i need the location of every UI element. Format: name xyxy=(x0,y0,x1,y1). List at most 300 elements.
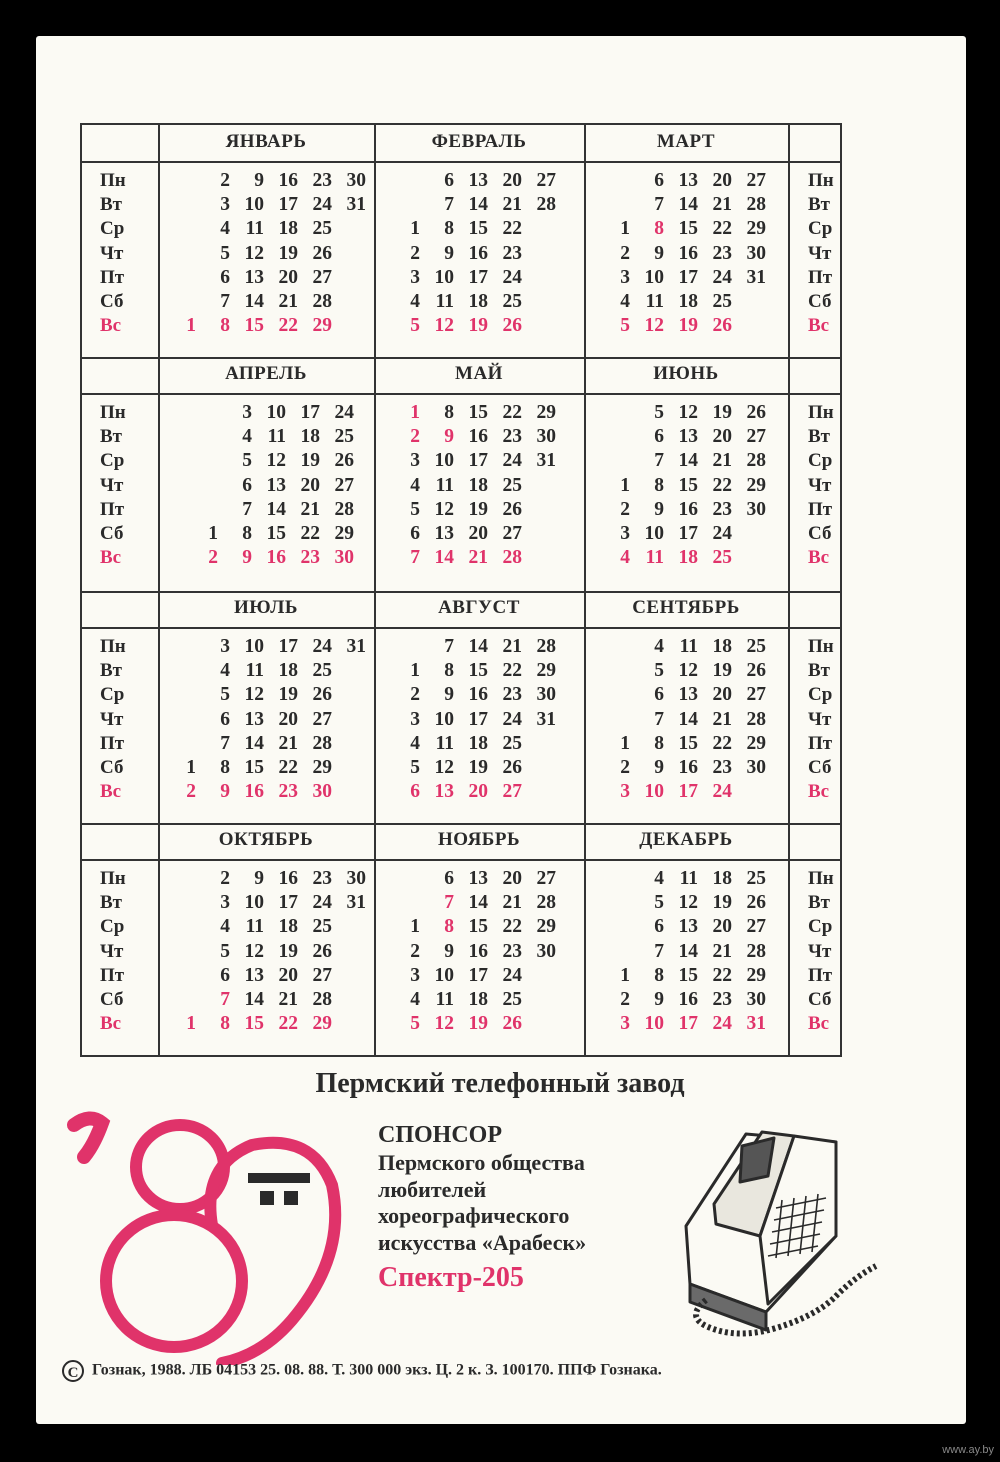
weekday-label: Вс xyxy=(808,547,830,569)
day-number: 19 xyxy=(278,242,298,264)
grid-line xyxy=(82,859,840,861)
day-number: 18 xyxy=(468,474,488,496)
day-number: 26 xyxy=(334,450,354,472)
day-number: 13 xyxy=(244,964,264,986)
day-number: 14 xyxy=(678,450,698,472)
weekday-label: Пт xyxy=(100,732,125,754)
day-number: 23 xyxy=(502,242,522,264)
day-number: 7 xyxy=(444,194,454,216)
day-number: 28 xyxy=(312,291,332,312)
day-number: 8 xyxy=(654,964,664,986)
day-number: 22 xyxy=(502,916,522,938)
day-number: 28 xyxy=(536,892,556,914)
day-number: 7 xyxy=(220,989,230,1010)
day-number: 13 xyxy=(678,426,698,448)
weekday-label: Вс xyxy=(808,781,830,803)
day-number: 23 xyxy=(502,940,522,962)
day-number: 5 xyxy=(654,402,664,423)
day-number: 8 xyxy=(444,218,454,240)
day-number: 3 xyxy=(220,892,230,914)
day-number: 11 xyxy=(245,218,264,240)
day-number: 2 xyxy=(410,242,420,264)
month-name: АВГУСТ xyxy=(438,597,520,618)
day-number: 26 xyxy=(312,684,332,706)
day-number: 28 xyxy=(746,940,766,962)
day-number: 31 xyxy=(746,266,766,288)
day-number: 4 xyxy=(620,291,630,312)
day-number: 15 xyxy=(244,757,264,778)
day-number: 9 xyxy=(444,940,454,962)
day-number: 31 xyxy=(346,892,366,914)
day-number: 9 xyxy=(242,547,252,569)
month-name: ИЮНЬ xyxy=(653,363,719,384)
day-number: 16 xyxy=(244,781,264,803)
day-number: 7 xyxy=(654,450,664,472)
weekday-label: Чт xyxy=(808,708,832,730)
day-number: 18 xyxy=(712,868,732,889)
day-number: 19 xyxy=(300,450,320,472)
day-number: 17 xyxy=(678,1013,698,1035)
day-number: 17 xyxy=(468,964,488,986)
day-number: 5 xyxy=(410,498,420,520)
day-number: 25 xyxy=(712,547,732,569)
day-number: 26 xyxy=(502,1013,522,1035)
day-number: 19 xyxy=(468,1013,488,1035)
day-number: 3 xyxy=(410,266,420,288)
day-number: 15 xyxy=(468,402,488,423)
day-number: 7 xyxy=(654,194,664,216)
day-number: 28 xyxy=(746,194,766,216)
day-number: 14 xyxy=(678,194,698,216)
day-number: 12 xyxy=(266,450,286,472)
day-number: 25 xyxy=(502,474,522,496)
day-number: 22 xyxy=(712,964,732,986)
day-number: 17 xyxy=(468,708,488,730)
day-number: 2 xyxy=(186,781,196,803)
day-number: 20 xyxy=(712,426,732,448)
day-number: 20 xyxy=(502,170,522,191)
weekday-label: Пт xyxy=(808,964,833,986)
day-number: 17 xyxy=(678,523,698,544)
day-number: 7 xyxy=(220,732,230,754)
day-number: 10 xyxy=(244,892,264,914)
weekday-label: Вс xyxy=(100,781,122,803)
day-number: 19 xyxy=(712,660,732,682)
day-number: 30 xyxy=(346,170,366,191)
weekday-label: Пт xyxy=(808,266,833,288)
day-number: 22 xyxy=(278,1013,298,1035)
day-number: 14 xyxy=(678,708,698,730)
day-number: 15 xyxy=(244,1013,264,1035)
day-number: 24 xyxy=(712,781,732,803)
day-number: 3 xyxy=(410,708,420,730)
print-info xyxy=(62,1360,662,1382)
day-number: 26 xyxy=(746,402,766,423)
day-number: 23 xyxy=(712,242,732,264)
day-number: 30 xyxy=(746,757,766,778)
day-number: 21 xyxy=(712,708,732,730)
weekday-label: Вс xyxy=(100,1013,122,1035)
day-number: 2 xyxy=(410,940,420,962)
weekday-label: Сб xyxy=(100,988,124,1010)
day-number: 13 xyxy=(434,523,454,544)
sponsor-line: искусства «Арабеск» xyxy=(378,1229,587,1255)
month-name: МАРТ xyxy=(656,131,716,152)
month-name: МАЙ xyxy=(455,363,503,384)
day-number: 27 xyxy=(502,781,522,803)
day-number: 31 xyxy=(346,194,366,216)
day-number: 27 xyxy=(746,916,766,938)
day-number: 19 xyxy=(278,940,298,962)
day-number: 11 xyxy=(679,636,698,657)
day-number: 18 xyxy=(300,426,320,448)
day-number: 11 xyxy=(645,547,664,569)
day-number: 16 xyxy=(678,242,698,264)
day-number: 3 xyxy=(620,781,630,803)
day-number: 22 xyxy=(278,315,298,337)
day-number: 24 xyxy=(312,636,332,657)
weekday-label: Сб xyxy=(808,290,832,312)
day-number: 29 xyxy=(746,218,766,240)
day-number: 27 xyxy=(334,474,354,496)
weekday-label: Сб xyxy=(808,988,832,1010)
day-number: 3 xyxy=(410,450,420,472)
weekday-label: Чт xyxy=(100,242,124,264)
day-number: 16 xyxy=(278,170,298,191)
weekday-label: Пн xyxy=(808,402,834,423)
day-number: 20 xyxy=(712,684,732,706)
weekday-label: Пн xyxy=(100,868,126,889)
day-number: 6 xyxy=(220,708,230,730)
day-number: 13 xyxy=(678,916,698,938)
day-number: 12 xyxy=(244,684,264,706)
day-number: 14 xyxy=(468,194,488,216)
day-number: 10 xyxy=(644,523,664,544)
day-number: 19 xyxy=(278,684,298,706)
day-number: 14 xyxy=(266,498,286,520)
grid-line xyxy=(584,125,586,1055)
day-number: 21 xyxy=(502,194,522,216)
day-number: 29 xyxy=(746,474,766,496)
day-number: 5 xyxy=(410,315,420,337)
day-number: 16 xyxy=(678,757,698,778)
weekday-label: Пн xyxy=(100,170,126,191)
day-number: 12 xyxy=(244,940,264,962)
weekday-label: Вт xyxy=(808,892,831,914)
day-number: 30 xyxy=(746,242,766,264)
day-number: 1 xyxy=(186,1013,196,1035)
day-number: 21 xyxy=(468,547,488,569)
day-number: 6 xyxy=(410,523,420,544)
day-number: 27 xyxy=(746,426,766,448)
weekday-label: Пн xyxy=(100,636,126,657)
day-number: 9 xyxy=(444,242,454,264)
phone-model: Спектр-205 xyxy=(378,1262,524,1293)
weekday-label: Ср xyxy=(808,218,833,240)
day-number: 2 xyxy=(620,757,630,778)
day-number: 7 xyxy=(242,498,252,520)
day-number: 25 xyxy=(502,989,522,1010)
day-number: 23 xyxy=(712,498,732,520)
day-number: 6 xyxy=(242,474,252,496)
factory-title: Пермский телефонный завод xyxy=(315,1068,685,1099)
day-number: 21 xyxy=(278,291,298,312)
grid-line xyxy=(788,125,790,1055)
day-number: 12 xyxy=(434,1013,454,1035)
day-number: 6 xyxy=(654,426,664,448)
day-number: 20 xyxy=(278,964,298,986)
day-number: 27 xyxy=(536,170,556,191)
day-number: 17 xyxy=(678,781,698,803)
weekday-column-left xyxy=(100,169,126,338)
day-number: 9 xyxy=(220,781,230,803)
day-number: 27 xyxy=(746,684,766,706)
day-number: 25 xyxy=(746,868,766,889)
day-number: 4 xyxy=(410,291,420,312)
day-number: 11 xyxy=(245,916,264,938)
day-number: 2 xyxy=(620,498,630,520)
weekday-label: Пт xyxy=(100,266,125,288)
day-number: 18 xyxy=(468,732,488,754)
weekday-label: Ср xyxy=(100,916,125,938)
day-number: 18 xyxy=(278,916,298,938)
day-number: 20 xyxy=(278,266,298,288)
weekday-label: Вт xyxy=(808,660,831,682)
day-number: 28 xyxy=(746,450,766,472)
year-89-logo xyxy=(62,1105,362,1365)
weekday-label: Пн xyxy=(100,402,126,423)
day-number: 7 xyxy=(654,940,664,962)
day-number: 13 xyxy=(468,170,488,191)
day-number: 22 xyxy=(502,402,522,423)
day-number: 30 xyxy=(536,940,556,962)
day-number: 22 xyxy=(502,660,522,682)
weekday-label: Ср xyxy=(100,450,125,472)
day-number: 18 xyxy=(678,291,698,312)
grid-line xyxy=(374,125,376,1055)
day-number: 23 xyxy=(502,684,522,706)
day-number: 14 xyxy=(434,547,454,569)
day-number: 25 xyxy=(502,732,522,754)
day-number: 29 xyxy=(746,964,766,986)
weekday-label: Чт xyxy=(808,940,832,962)
day-number: 31 xyxy=(746,1013,766,1035)
day-number: 28 xyxy=(502,547,522,569)
day-number: 15 xyxy=(244,315,264,337)
day-number: 18 xyxy=(278,660,298,682)
day-number: 11 xyxy=(679,868,698,889)
day-number: 11 xyxy=(267,426,286,448)
day-number: 26 xyxy=(712,315,732,337)
day-number: 19 xyxy=(468,498,488,520)
day-number: 11 xyxy=(435,291,454,312)
weekday-label: Чт xyxy=(100,940,124,962)
day-number: 7 xyxy=(444,636,454,657)
day-number: 24 xyxy=(312,892,332,914)
day-number: 10 xyxy=(644,266,664,288)
day-number: 22 xyxy=(712,218,732,240)
day-number: 14 xyxy=(244,732,264,754)
day-number: 19 xyxy=(678,315,698,337)
day-number: 8 xyxy=(654,474,664,496)
day-number: 21 xyxy=(278,732,298,754)
day-number: 16 xyxy=(468,426,488,448)
day-number: 11 xyxy=(435,732,454,754)
day-number: 11 xyxy=(435,474,454,496)
day-number: 20 xyxy=(712,916,732,938)
day-number: 2 xyxy=(620,989,630,1010)
weekday-label: Пн xyxy=(808,868,834,889)
day-number: 4 xyxy=(654,636,664,657)
day-number: 16 xyxy=(678,989,698,1010)
month-name: ИЮЛЬ xyxy=(234,597,298,618)
day-number: 29 xyxy=(746,732,766,754)
day-number: 17 xyxy=(278,194,298,216)
weekday-label: Пн xyxy=(808,636,834,657)
day-number: 31 xyxy=(536,708,556,730)
day-number: 20 xyxy=(468,781,488,803)
day-number: 3 xyxy=(220,194,230,216)
day-number: 3 xyxy=(620,1013,630,1035)
day-number: 19 xyxy=(712,402,732,423)
day-number: 20 xyxy=(712,170,732,191)
day-number: 1 xyxy=(410,916,420,938)
day-number: 17 xyxy=(300,402,320,423)
sponsor-heading: СПОНСОР xyxy=(378,1122,502,1148)
day-number: 5 xyxy=(620,315,630,337)
weekday-label: Вс xyxy=(100,315,122,337)
day-number: 19 xyxy=(468,757,488,778)
day-number: 10 xyxy=(434,708,454,730)
day-number: 23 xyxy=(502,426,522,448)
day-number: 12 xyxy=(434,498,454,520)
weekday-label: Вс xyxy=(100,547,122,569)
weekday-label: Ср xyxy=(100,684,125,706)
day-number: 21 xyxy=(502,892,522,914)
day-number: 27 xyxy=(312,708,332,730)
day-number: 31 xyxy=(536,450,556,472)
day-number: 9 xyxy=(654,242,664,264)
day-number: 19 xyxy=(712,892,732,914)
day-number: 24 xyxy=(334,402,354,423)
day-number: 23 xyxy=(712,989,732,1010)
day-number: 13 xyxy=(244,266,264,288)
day-number: 29 xyxy=(536,402,556,423)
day-number: 9 xyxy=(444,684,454,706)
day-number: 5 xyxy=(242,450,252,472)
weekday-label: Ср xyxy=(808,450,833,472)
day-number: 1 xyxy=(410,218,420,240)
day-number: 28 xyxy=(312,732,332,754)
weekday-column-left xyxy=(100,635,126,804)
day-number: 4 xyxy=(620,547,630,569)
day-number: 11 xyxy=(645,291,664,312)
day-number: 24 xyxy=(502,450,522,472)
day-number: 28 xyxy=(312,989,332,1010)
day-number: 7 xyxy=(220,291,230,312)
day-number: 18 xyxy=(712,636,732,657)
day-number: 21 xyxy=(300,498,320,520)
day-number: 30 xyxy=(346,868,366,889)
day-number: 3 xyxy=(220,636,230,657)
day-number: 10 xyxy=(244,194,264,216)
day-number: 1 xyxy=(410,402,420,423)
day-number: 16 xyxy=(468,684,488,706)
day-number: 4 xyxy=(410,989,420,1010)
day-number: 31 xyxy=(346,636,366,657)
day-number: 4 xyxy=(220,916,230,938)
day-number: 27 xyxy=(312,964,332,986)
day-number: 15 xyxy=(678,218,698,240)
day-number: 26 xyxy=(746,660,766,682)
day-number: 6 xyxy=(654,916,664,938)
day-number: 24 xyxy=(502,964,522,986)
day-number: 5 xyxy=(220,684,230,706)
day-number: 5 xyxy=(410,1013,420,1035)
day-number: 9 xyxy=(654,757,664,778)
day-number: 10 xyxy=(266,402,286,423)
day-number: 5 xyxy=(220,242,230,264)
weekday-label: Вт xyxy=(100,892,123,914)
sponsor-line: Пермского общества xyxy=(378,1150,585,1175)
day-number: 17 xyxy=(678,266,698,288)
weekday-column-right xyxy=(808,169,834,338)
day-number: 25 xyxy=(312,660,332,682)
weekday-label: Вт xyxy=(100,194,123,216)
day-number: 29 xyxy=(334,523,354,544)
day-number: 4 xyxy=(410,474,420,496)
day-number: 26 xyxy=(312,940,332,962)
day-number: 6 xyxy=(410,781,420,803)
day-number: 12 xyxy=(434,315,454,337)
day-number: 5 xyxy=(654,660,664,682)
day-number: 24 xyxy=(502,266,522,288)
day-number: 27 xyxy=(312,266,332,288)
day-number: 7 xyxy=(410,547,420,569)
month-name: ФЕВРАЛЬ xyxy=(431,131,527,152)
day-number: 23 xyxy=(312,170,332,191)
weekday-label: Сб xyxy=(100,290,124,312)
day-number: 20 xyxy=(468,523,488,544)
weekday-label: Сб xyxy=(808,756,832,778)
day-number: 29 xyxy=(536,916,556,938)
day-number: 21 xyxy=(502,636,522,657)
weekday-label: Чт xyxy=(808,242,832,264)
grid-line xyxy=(158,125,160,1055)
weekday-label: Пт xyxy=(808,732,833,754)
day-number: 8 xyxy=(242,523,252,544)
day-number: 8 xyxy=(220,1013,230,1035)
day-number: 20 xyxy=(278,708,298,730)
day-number: 9 xyxy=(654,498,664,520)
copyright-icon: C xyxy=(62,1360,84,1382)
day-number: 12 xyxy=(244,242,264,264)
day-number: 4 xyxy=(220,660,230,682)
day-number: 1 xyxy=(208,523,218,544)
day-number: 24 xyxy=(712,266,732,288)
day-number: 29 xyxy=(536,660,556,682)
weekday-column-right xyxy=(808,401,834,570)
day-number: 14 xyxy=(678,940,698,962)
day-number: 9 xyxy=(654,989,664,1010)
day-number: 2 xyxy=(620,242,630,264)
day-number: 13 xyxy=(434,781,454,803)
day-number: 8 xyxy=(220,315,230,337)
month-name: ДЕКАБРЬ xyxy=(639,829,733,850)
day-number: 10 xyxy=(244,636,264,657)
day-number: 21 xyxy=(712,940,732,962)
weekday-label: Вт xyxy=(100,426,123,448)
